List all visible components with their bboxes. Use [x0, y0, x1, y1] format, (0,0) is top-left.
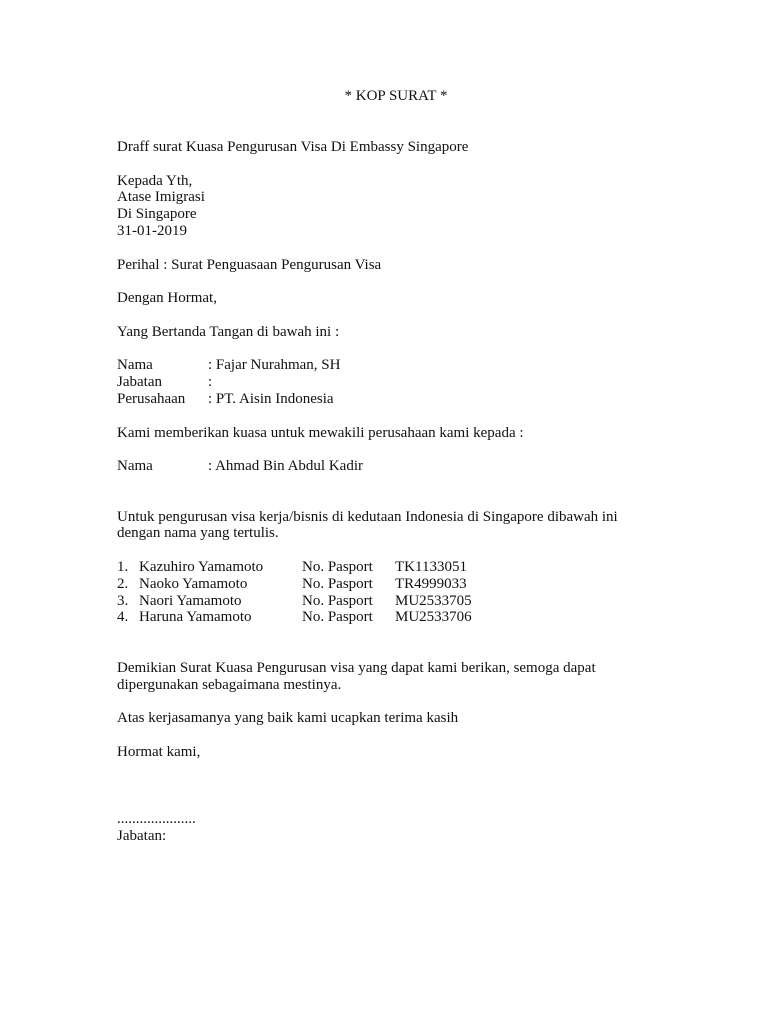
recipient-greeting: Kepada Yth, [117, 172, 193, 189]
field-value: : [208, 374, 213, 391]
closing-paragraph: Demikian Surat Kuasa Pengurusan visa yang dapat kami berikan, semoga dapat dipergunakan sebagaimana mestinya. [117, 659, 596, 693]
person-number: 2. [117, 575, 129, 592]
passport-number: MU2533705 [395, 592, 472, 609]
spacer [117, 693, 657, 710]
spacer [117, 408, 657, 425]
passport-number: TR4999033 [395, 575, 467, 592]
spacer [117, 341, 657, 358]
person-row [117, 576, 657, 593]
letter-body [117, 139, 657, 844]
field-label: Nama [117, 458, 153, 475]
field-label: Jabatan [117, 374, 162, 391]
person-row [117, 609, 657, 626]
passport-number: TK1133051 [395, 558, 467, 575]
field-label: Perusahaan [117, 390, 186, 407]
letter-date: 31-01-2019 [117, 222, 187, 239]
spacer [117, 156, 657, 173]
signature-space [117, 760, 657, 810]
person-number: 1. [117, 558, 129, 575]
spacer [117, 240, 657, 257]
person-row [117, 593, 657, 610]
salutation: Dengan Hormat, [117, 290, 217, 307]
person-name: Naori Yamamoto [139, 592, 242, 609]
kop-surat-heading: * KOP SURAT * [344, 88, 448, 104]
passport-label: No. Pasport [302, 609, 373, 626]
person-name: Naoko Yamamoto [139, 575, 248, 592]
spacer [117, 441, 657, 458]
purpose-paragraph: Untuk pengurusan visa kerja/bisnis di kedutaan Indonesia di Singapore dibawah ini dengan nama yang tertulis. [117, 508, 618, 542]
proxy-field-name [117, 458, 657, 475]
spacer [117, 475, 657, 509]
letter-subject-title: Draff surat Kuasa Pengurusan Visa Di Embassy Singapore [117, 139, 469, 155]
spacer [117, 307, 657, 324]
passport-label: No. Pasport [302, 575, 373, 592]
recipient-location: Di Singapore [117, 206, 197, 223]
person-name: Haruna Yamamoto [139, 609, 252, 626]
spacer [117, 542, 657, 559]
signature-title: Jabatan: [117, 827, 167, 844]
passport-number: MU2533706 [395, 609, 472, 626]
person-row [117, 559, 657, 576]
field-value: : Ahmad Bin Abdul Kadir [208, 458, 363, 475]
field-value: : Fajar Nurahman, SH [208, 357, 341, 374]
thanks-line: Atas kerjasamanya yang baik kami ucapkan terima kasih [117, 710, 459, 727]
field-value: : PT. Aisin Indonesia [208, 390, 334, 407]
spacer [117, 626, 657, 660]
person-number: 4. [117, 609, 129, 626]
recipient-office: Atase Imigrasi [117, 189, 205, 206]
passport-label: No. Pasport [302, 558, 373, 575]
signer-field-jabatan [117, 374, 657, 391]
field-label: Nama [117, 357, 153, 374]
power-statement: Kami memberikan kuasa untuk mewakili perusahaan kami kepada : [117, 424, 524, 441]
regards-line: Hormat kami, [117, 743, 201, 760]
person-name: Kazuhiro Yamamoto [139, 558, 264, 575]
signer-field-perusahaan [117, 391, 657, 408]
signer-field-name [117, 357, 657, 374]
person-number: 3. [117, 592, 129, 609]
passport-label: No. Pasport [302, 592, 373, 609]
signature-line: ..................... [117, 810, 196, 827]
spacer [117, 727, 657, 744]
spacer [117, 273, 657, 290]
intro-line: Yang Bertanda Tangan di bawah ini : [117, 323, 340, 340]
perihal-line: Perihal : Surat Penguasaan Pengurusan Visa [117, 256, 382, 273]
